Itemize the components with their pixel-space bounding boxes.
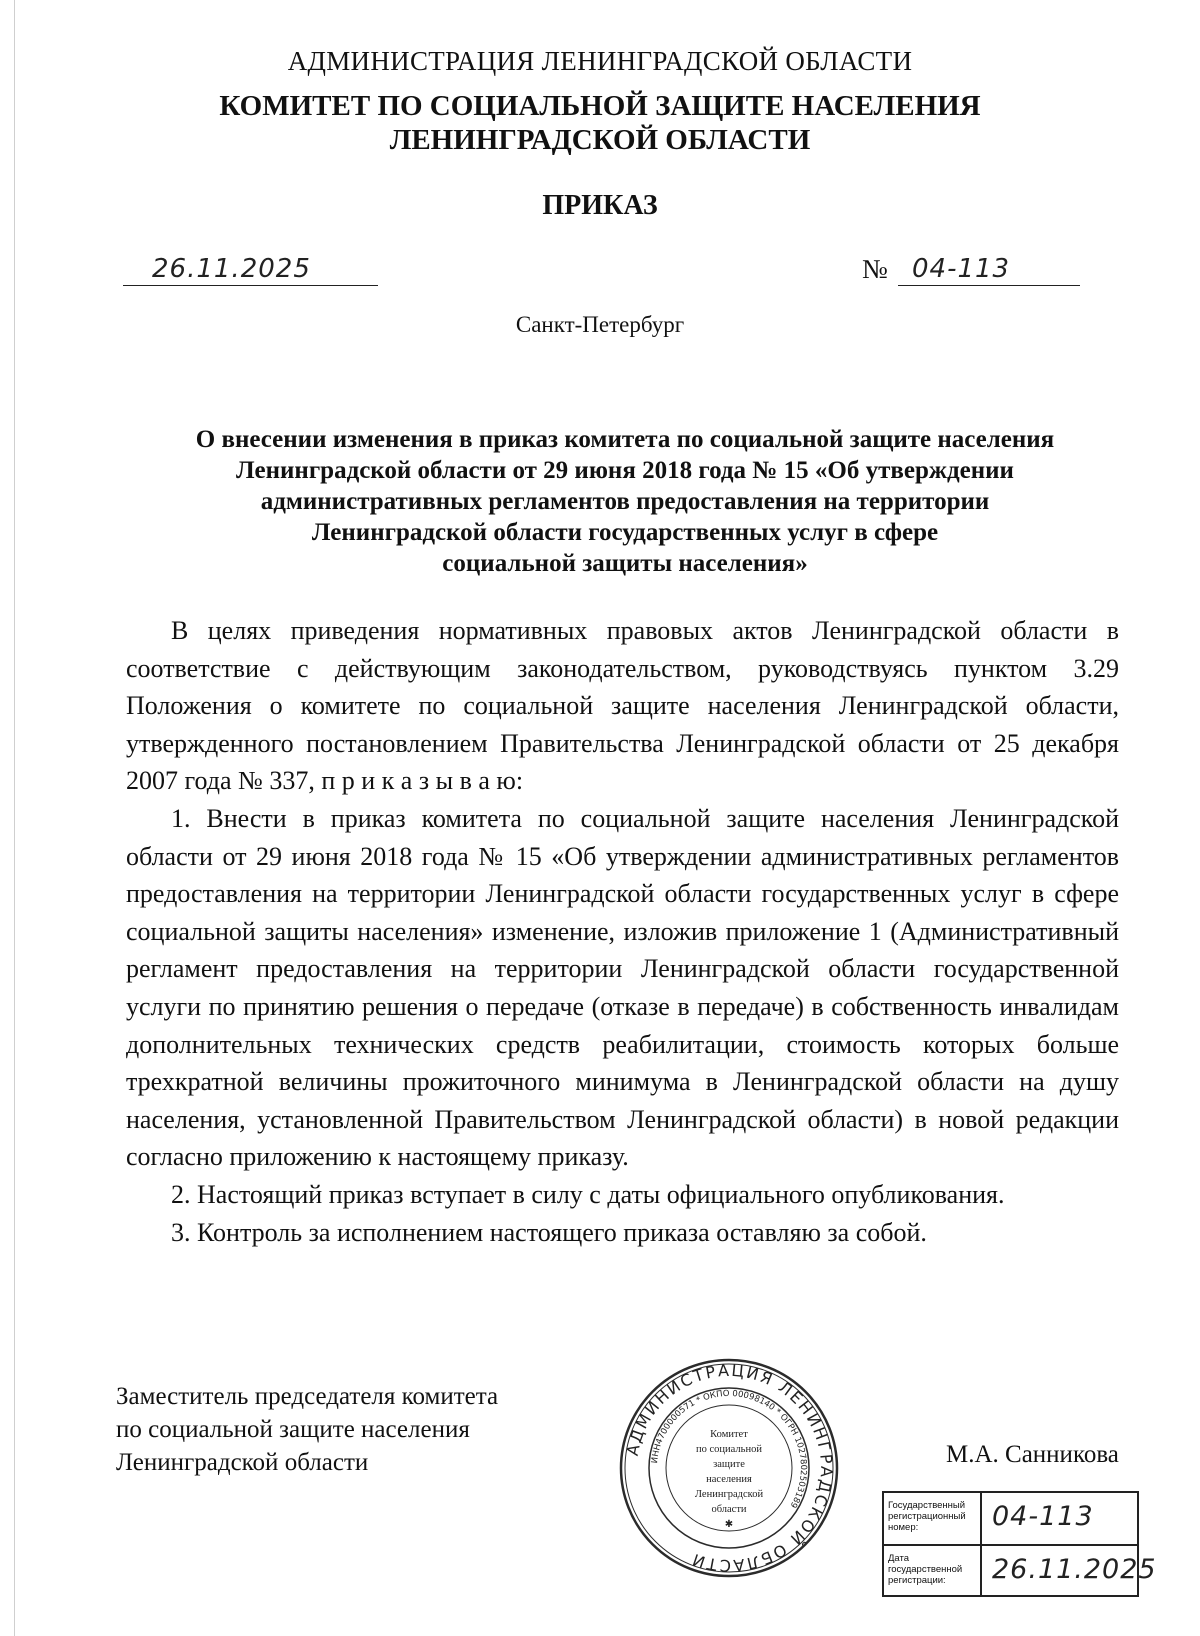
item-2-paragraph: 2. Настоящий приказ вступает в силу с даты официального опубликования. [171, 1179, 1005, 1209]
seal-center-line: населения [706, 1474, 752, 1485]
position-line: Ленинградской области [116, 1449, 369, 1476]
document-type: ПРИКАЗ [542, 190, 658, 221]
seal-outer-text: АДМИНИСТРАЦИЯ ЛЕНИНГРАДСКОЙ ОБЛАСТИ [622, 1360, 837, 1576]
item-3-paragraph: 3. Контроль за исполнением настоящего приказа оставляю за собой. [171, 1217, 927, 1247]
subject-line: административных регламентов предоставления на территории [260, 488, 990, 515]
item-1-paragraph: 1. Внести в приказ комитета по социальной защите населения Ленинградской области от 29 июня 2018 года № 15 «Об утверждении административных регламентов предоставления на территории Ленинградской области государственных услуг в сфере социальной защиты населения» изменение, изложив приложение 1 (Административный регламент предоставления на территории Ленинградской области государственной услуги по принятию решения о передаче (отказе в передаче) в собственность инвалидам дополнительных технических средств реабилитации, стоимость которых больше трехкратной величины прожиточного минимума в Ленинградской области на душу населения, установленной Правительством Ленинградской области) в новой редакции согласно приложению к настоящему приказу. [126, 803, 1119, 1172]
signatory-name: М.А. Санникова [946, 1441, 1119, 1468]
signatory-position [116, 1380, 498, 1479]
reg-number-label: Государственный регистрационный номер: [888, 1500, 966, 1533]
handwritten-date: 26.11.2025 [152, 254, 311, 284]
reg-date-value: 26.11.2025 [992, 1554, 1157, 1585]
seal-center-line: области [711, 1504, 747, 1515]
seal-center-line: Ленинградской [694, 1489, 764, 1500]
seal-center-line: Комитет [710, 1429, 748, 1440]
reg-divider [980, 1493, 982, 1544]
position-line: Заместитель председателя комитета [116, 1383, 499, 1410]
committee-title-line2: ЛЕНИНГРАДСКОЙ ОБЛАСТИ [389, 124, 811, 156]
subject-line: Ленинградской области государственных услуг в сфере [311, 519, 939, 546]
subject-line: Ленинградской области от 29 июня 2018 года № 15 «Об утверждении [236, 457, 1014, 484]
subject-line: О внесении изменения в приказ комитета по социальной защите населения [195, 426, 1055, 453]
reg-number-row [884, 1493, 1137, 1544]
committee-title-line1: КОМИТЕТ ПО СОЦИАЛЬНОЙ ЗАЩИТЕ НАСЕЛЕНИЯ [219, 90, 981, 122]
city: Санкт-Петербург [515, 312, 685, 337]
official-seal [618, 1357, 840, 1579]
handwritten-number: 04-113 [912, 254, 1011, 284]
seal-center-line: по социальной [696, 1444, 762, 1455]
reg-date-label: Дата государственной регистрации: [888, 1553, 963, 1586]
reg-date-row [884, 1544, 1157, 1597]
scan-edge [14, 0, 15, 1636]
position-line: по социальной защите населения [116, 1416, 470, 1443]
subject-line: социальной защиты населения» [442, 550, 808, 577]
number-underline [898, 285, 1080, 286]
registration-stamp [882, 1491, 1157, 1597]
date-underline [123, 285, 378, 286]
reg-divider [980, 1546, 982, 1597]
seal-center-line: защите [713, 1459, 745, 1470]
preamble-paragraph: В целях приведения нормативных правовых актов Ленинградской области в соответствие с действующим законодательством, руководствуясь пунктом 3.29 Положения о комитете по социальной защите населения Ленинградской области, утвержденного постановлением Правительства Ленинградской области от 25 декабря 2007 года № 337, п р и к а з ы в а ю: [126, 616, 1119, 796]
seal-inner-text: ИНН4700000571 * ОКПО 00098140 * ОГРН 1027802503189 [650, 1388, 809, 1510]
subject-heading [130, 424, 1120, 579]
reg-number-value: 04-113 [992, 1501, 1094, 1532]
seal-star-icon: ✱ [724, 1519, 734, 1530]
administration-title: АДМИНИСТРАЦИЯ ЛЕНИНГРАДСКОЙ ОБЛАСТИ [287, 46, 913, 76]
document-body [126, 612, 1119, 1251]
number-sign: № [862, 254, 888, 284]
